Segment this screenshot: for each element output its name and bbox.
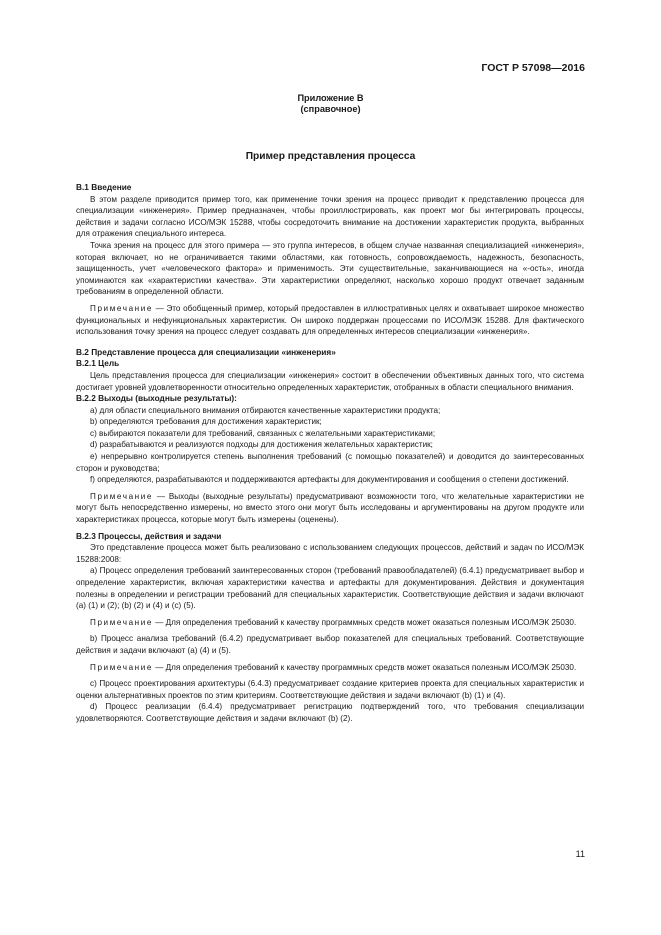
section-b23-heading: В.2.3 Процессы, действия и задачи [76, 530, 222, 541]
note-text: — Для определения требований к качеству программных средств может оказаться полезным ИСО/МЭК 25030. [153, 617, 577, 627]
section-b1-heading: В.1 Введение [76, 182, 132, 192]
annex-heading [76, 93, 585, 115]
section-b23-intro: Это представление процесса может быть реализовано с использованием следующих процессов, действий и задач по ИСО/МЭК 15288:2008: [76, 543, 584, 564]
section-b21-text: Цель представления процесса для специализации «инженерия» состоит в обеспечении объективных данных того, что система достигает уровней удовлетворенности относительно определенных характеристик, отобранных в области специального внимания. [76, 370, 584, 392]
section-b21-heading: В.2.1 Цель [76, 358, 120, 369]
annex-title: Приложение В [297, 93, 364, 103]
list-item: e) непрерывно контролируется степень выполнения требований (с помощью показателей) и доводится до заинтересованных сторон и руководства; [76, 452, 584, 473]
note-label: Примечание [90, 303, 154, 313]
list-item: a) для области специального внимания отбираются качественные характеристики продукта; [90, 405, 441, 415]
section-b23-note-1 [76, 617, 584, 629]
list-item: b) определяются требования для достижения характеристик; [90, 417, 322, 427]
section-b1-paragraph-2: Точка зрения на процесс для этого примера — это группа интересов, в общем случае названная специализацией «инженерия», которая включает, но не ограничивается такими областями, как готовность, сопровождаемость, надежность, безопасность, защищенность, учет «человеческого фактора» и применимость. Эти существительные, заканчивающиеся на «-ость», иногда упоминаются как «характеристики качества». Эти характеристики определяют, насколько хорошо продукт отвечает заданным требованиям в определенной области. [76, 240, 584, 297]
section-b22-note [76, 491, 584, 526]
note-label: Примечание [90, 662, 154, 672]
list-item: c) выбираются показатели для требований, связанных с желательными характеристиками; [90, 428, 436, 438]
note-label: Примечание [90, 617, 154, 627]
document-body [76, 182, 584, 725]
section-b23-note-2 [76, 662, 584, 674]
section-b1-note [76, 303, 584, 338]
page-number: 11 [575, 849, 585, 859]
section-b23-item-c: c) Процесс проектирования архитектуры (6.4.3) предусматривает создание критериев проекта для специальных характеристик и оценки альтернативных проектов по этим критериям. Соответствующие действия и задачи включают (b) (1) и (4). [76, 679, 584, 700]
note-label: Примечание [90, 491, 154, 501]
list-item: f) определяются, разрабатываются и поддерживаются артефакты для документирования и сообщения о степени достижений. [90, 475, 569, 485]
section-b22-heading: В.2.2 Выходы (выходные результаты): [76, 393, 237, 404]
section-b23-item-d: d) Процесс реализации (6.4.4) предусматривает регистрацию подтверждений того, что требования специализации удовлетворяются. Соответствующие действия и задачи включают (b) (2). [76, 702, 584, 723]
section-b23-item-b: b) Процесс анализа требований (6.4.2) предусматривает выбор показателей для специальных требований. Соответствующие действия и задачи включают (a) (4) и (5). [76, 634, 584, 655]
annex-subtitle: (справочное) [300, 104, 361, 114]
section-b23-item-a: a) Процесс определения требований заинтересованных сторон (требований правообладателей) (6.4.1) предусматривает выбор и определение характеристик, включая характеристики качества и артефакты для документирования. Действия и документация полезны в определении и регистрации требований для специальных характеристик. Соответствующие действия и задачи включают (a) (1) и (2); (b) (2) и (4) и (c) (5). [76, 566, 584, 611]
note-text: — Выходы (выходные результаты) предусматривают возможности того, что желательные характеристики не могут быть непосредственно измерены, но вместо этого они могут быть исследованы и аргументированы на другом продукте или характеристиках процесса, которые могут быть измерены (оценены). [76, 491, 584, 525]
section-b2-heading: В.2 Представление процесса для специализации «инженерия» [76, 346, 336, 357]
section-b1-paragraph-1: В этом разделе приводится пример того, как применение точки зрения на процесс приводит к представлению процесса для специализации «инженерия». Пример предназначен, чтобы проиллюстрировать, как проект мог бы интегрировать процессы, действия и задачи согласно ИСО/МЭК 15288, чтобы сосредоточить внимание на достижении характеристик продукта, выбранных для отражения специального интереса. [76, 194, 584, 239]
document-code: ГОСТ Р 57098—2016 [481, 62, 585, 74]
list-item: d) разрабатываются и реализуются подходы для достижения желательных характеристик; [90, 440, 433, 450]
note-text: — Для определения требований к качеству программных средств может оказаться полезным ИСО/МЭК 25030. [153, 662, 577, 672]
note-text: — Это обобщенный пример, который предоставлен в иллюстративных целях и охватывает широкое множество функциональных и нефункциональных характеристик. Он широко поддержан процессами по ИСО/МЭК 15288. Для фактического использования точку зрения на процесс следует создавать для определенных интересов специализации «инженерия». [76, 303, 584, 337]
page-title: Пример представления процесса [245, 151, 416, 162]
